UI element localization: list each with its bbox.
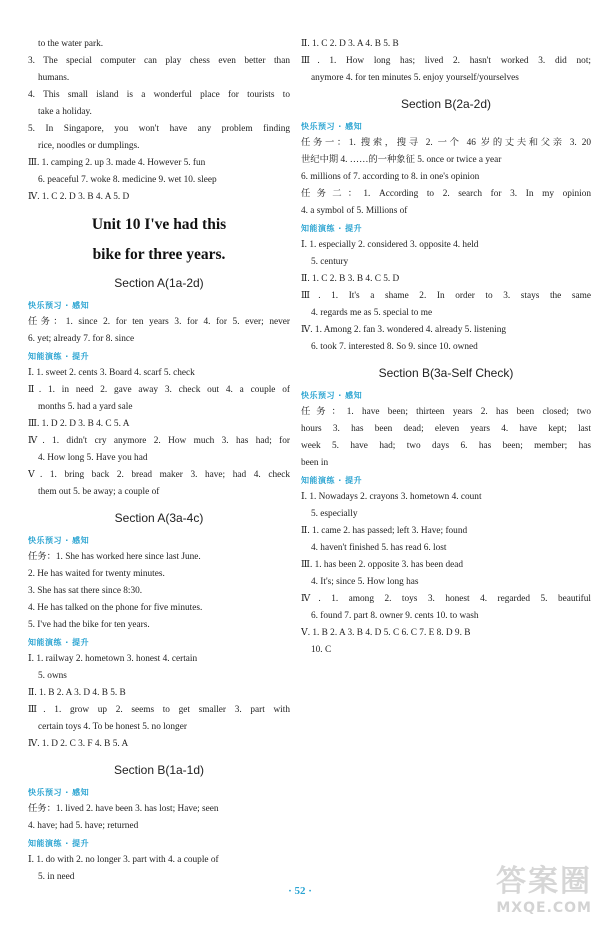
answer-line: 4. This small island is a wonderful place for tourists to [28,90,290,100]
section-title: Section B(2a-2d) [400,97,492,111]
subsection-heading: 知能演练 · 提升 [28,839,90,848]
answer-line: certain toys 4. To be honest 5. no longer [38,722,187,732]
answer-line: Ⅳ. 1. C 2. D 3. B 4. A 5. D [28,192,130,202]
answer-line: Ⅳ. 1. Among 2. fan 3. wondered 4. already 5. listening [301,325,506,335]
answer-line: rice, noodles or dumplings. [38,141,140,151]
right-column [301,36,591,659]
answer-line: 5. I've had the bike for ten years. [28,620,150,630]
answer-line: 6. yet; already 7. for 8. since [28,334,135,344]
answer-line: anymore 4. for ten minutes 5. enjoy yourself/yourselves [311,73,519,83]
subsection-heading: 快乐预习 · 感知 [301,391,363,400]
answer-line: week 5. have had; two days 6. has been; member; has [301,441,591,451]
answer-line: humans. [38,73,70,83]
answer-line: 4. It's; since 5. How long has [311,577,419,587]
answer-line: Ⅱ. 1. C 2. D 3. A 4. B 5. B [301,39,399,49]
answer-line: Ⅱ. 1. in need 2. gave away 3. check out 4. a couple of [28,385,290,395]
answer-line: 4. a symbol of 5. Millions of [301,206,408,216]
answer-line: 5. century [311,257,349,267]
answer-line: 4. haven't finished 5. has read 6. lost [311,543,447,553]
subsection-heading: 知能演练 · 提升 [28,638,90,647]
answer-line: 3. She has sat there since 8:30. [28,586,143,596]
subsection-heading: 知能演练 · 提升 [28,352,90,361]
answer-line: 6. peaceful 7. woke 8. medicine 9. wet 10. sleep [38,175,217,185]
answer-line: 任务一：1. 搜索，搜寻 2. 一个 46 岁的丈夫和父亲 3. 20 [301,138,591,148]
answer-line: 任务二：1. According to 2. search for 3. In my opinion [301,189,591,199]
answer-line: Ⅲ. 1. grow up 2. seems to get smaller 3. part with [28,705,290,715]
answer-line: Ⅰ. 1. especially 2. considered 3. opposite 4. held [301,240,479,250]
answer-line: 5. In Singapore, you won't have any problem finding [28,124,290,134]
answer-line: them out 5. be away; a couple of [38,487,160,497]
answer-line: Ⅳ. 1. among 2. toys 3. honest 4. regarded 5. beautiful [301,594,591,604]
subsection-heading: 快乐预习 · 感知 [28,301,90,310]
left-column [28,36,290,886]
answer-line: Ⅱ. 1. C 2. B 3. B 4. C 5. D [301,274,400,284]
answer-line: 4. How long 5. Have you had [38,453,148,463]
section-title: Section A(3a-4c) [114,511,204,525]
answer-line: Ⅱ. 1. B 2. A 3. D 4. B 5. B [28,688,126,698]
watermark-chinese: 答案圈 [496,864,592,899]
subsection-heading: 快乐预习 · 感知 [301,122,363,131]
answer-line: Ⅱ. 1. came 2. has passed; left 3. Have; found [301,526,468,536]
answer-line: Ⅲ. 1. camping 2. up 3. made 4. However 5. fun [28,158,206,168]
subsection-heading: 知能演练 · 提升 [301,224,363,233]
answer-line: Ⅰ. 1. Nowadays 2. crayons 3. hometown 4. count [301,492,482,502]
answer-line: 6. took 7. interested 8. So 9. since 10. owned [311,342,478,352]
answer-line: Ⅰ. 1. sweet 2. cents 3. Board 4. scarf 5. check [28,368,195,378]
unit-title: Unit 10 I've had this [91,216,227,233]
answer-line: Ⅲ. 1. D 2. D 3. B 4. C 5. A [28,419,130,429]
answer-line: 6. found 7. part 8. owner 9. cents 10. to wash [311,611,479,621]
unit-title: bike for three years. [92,246,226,263]
answer-line: 世纪中期 4. ……的一种象征 5. once or twice a year [301,155,502,165]
answer-line: Ⅳ. 1. D 2. C 3. F 4. B 5. A [28,739,129,749]
answer-line: 任务：1. She has worked here since last June. [28,552,201,562]
answer-line: Ⅲ. 1. has been 2. opposite 3. has been dead [301,560,464,570]
answer-line: 10. C [311,645,332,655]
answer-line: 3. The special computer can play chess even better than [28,56,290,66]
answer-line: 4. have; had 5. have; returned [28,821,139,831]
page-number: · 52 · [288,885,312,897]
answer-line: 6. millions of 7. according to 8. in one's opinion [301,172,480,182]
section-title: Section B(3a-Self Check) [378,366,514,380]
section-title: Section B(1a-1d) [113,763,205,777]
answer-line: Ⅰ. 1. railway 2. hometown 3. honest 4. certain [28,654,198,664]
answer-line: 任务：1. have been; thirteen years 2. has been closed; two [301,407,591,417]
answer-line: 5. owns [38,671,67,681]
answer-line: 2. He has waited for twenty minutes. [28,569,165,579]
answer-line: Ⅲ. 1. How long has; lived 2. hasn't worked 3. did not; [301,56,591,66]
answer-line: Ⅲ. 1. It's a shame 2. In order to 3. stays the same [301,291,591,301]
answer-line: to the water park. [38,39,104,49]
answer-line: 5. especially [311,509,358,519]
answer-line: 4. regards me as 5. special to me [311,308,433,318]
answer-line: 4. He has talked on the phone for five minutes. [28,603,203,613]
answer-line: 5. in need [38,872,75,882]
answer-line: Ⅴ. 1. bring back 2. bread maker 3. have; had 4. check [28,470,290,480]
answer-line: take a holiday. [38,107,92,117]
answer-line: been in [301,458,329,468]
subsection-heading: 知能演练 · 提升 [301,476,363,485]
watermark-url: MXQE.COM [496,900,592,916]
answer-line: months 5. had a yard sale [38,402,133,412]
answer-line: hours 3. has been dead; eleven years 4. have kept; last [301,424,591,434]
answer-line: Ⅴ. 1. B 2. A 3. B 4. D 5. C 6. C 7. E 8. D 9. B [301,628,471,638]
answer-line: Ⅰ. 1. do with 2. no longer 3. part with 4. a couple of [28,855,219,865]
section-title: Section A(1a-2d) [114,276,204,290]
watermark-logo [462,865,592,923]
answer-line: 任务：1. lived 2. have been 3. has lost; Have; seen [28,804,219,814]
subsection-heading: 快乐预习 · 感知 [28,536,90,545]
answer-line: Ⅳ. 1. didn't cry anymore 2. How much 3. has had; for [28,436,290,446]
answer-line: 任务：1. since 2. for ten years 3. for 4. for 5. ever; never [28,317,290,327]
subsection-heading: 快乐预习 · 感知 [28,788,90,797]
